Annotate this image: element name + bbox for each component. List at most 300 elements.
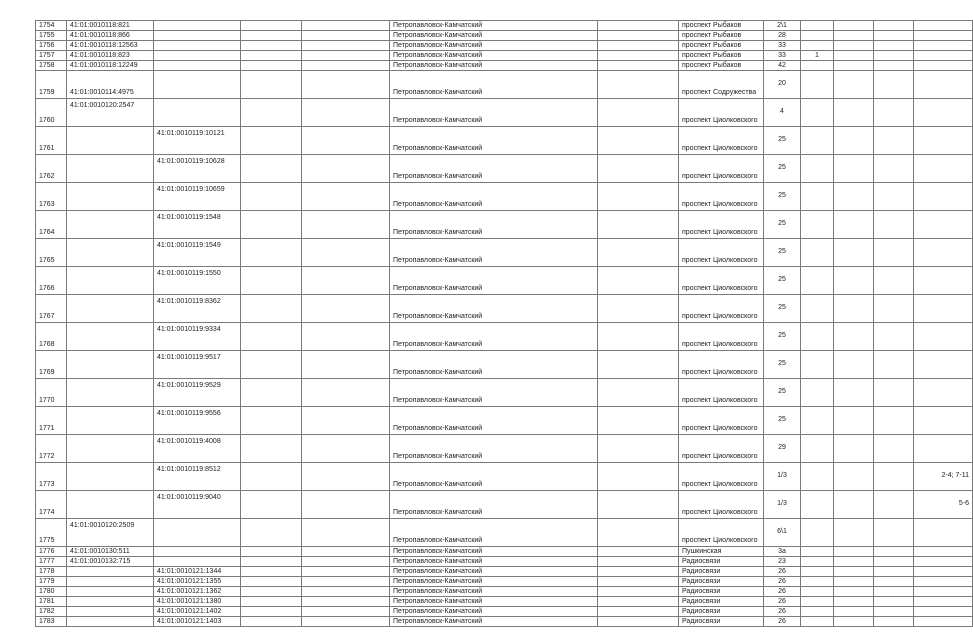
row-number: 1776 xyxy=(36,547,67,557)
empty-cell xyxy=(598,323,679,351)
empty-cell xyxy=(874,61,914,71)
empty-cell xyxy=(874,519,914,547)
cadastral-number xyxy=(67,491,154,519)
street: Радиосвязи xyxy=(679,617,764,627)
empty-cell xyxy=(302,239,390,267)
cadastral-number xyxy=(67,379,154,407)
empty-cell xyxy=(241,31,302,41)
cadastral-number xyxy=(67,155,154,183)
empty-cell xyxy=(834,379,874,407)
street: проспект Циолковского xyxy=(679,267,764,295)
table-row xyxy=(36,155,973,183)
cadastral-number: 41:01:0010120:2547 xyxy=(67,99,154,127)
city: Петропавловск-Камчатский xyxy=(390,31,598,41)
row-number: 1778 xyxy=(36,567,67,577)
empty-cell xyxy=(241,323,302,351)
house-number: 26 xyxy=(764,607,801,617)
premises-number xyxy=(914,519,973,547)
city: Петропавловск-Камчатский xyxy=(390,71,598,99)
empty-cell xyxy=(598,567,679,577)
row-number: 1781 xyxy=(36,597,67,607)
city: Петропавловск-Камчатский xyxy=(390,519,598,547)
empty-cell xyxy=(241,267,302,295)
sub-cadastral-number xyxy=(154,519,241,547)
street: проспект Циолковского xyxy=(679,99,764,127)
empty-cell xyxy=(598,435,679,463)
row-number: 1767 xyxy=(36,295,67,323)
empty-cell xyxy=(874,211,914,239)
cadastral-number xyxy=(67,323,154,351)
empty-cell xyxy=(302,323,390,351)
sub-cadastral-number: 41:01:0010121:1402 xyxy=(154,607,241,617)
row-number: 1763 xyxy=(36,183,67,211)
table-row xyxy=(36,351,973,379)
house-number: 25 xyxy=(764,267,801,295)
sub-cadastral-number xyxy=(154,31,241,41)
sub-cadastral-number: 41:01:0010121:1355 xyxy=(154,577,241,587)
cadastral-number: 41:01:0010118:821 xyxy=(67,21,154,31)
empty-cell xyxy=(302,435,390,463)
house-number: 2\1 xyxy=(764,21,801,31)
house-number: 29 xyxy=(764,435,801,463)
empty-cell xyxy=(598,31,679,41)
sub-cadastral-number: 41:01:0010119:4008 xyxy=(154,435,241,463)
empty-cell xyxy=(302,547,390,557)
empty-cell xyxy=(874,155,914,183)
street: Пушкинская xyxy=(679,547,764,557)
empty-cell xyxy=(302,617,390,627)
city: Петропавловск-Камчатский xyxy=(390,51,598,61)
empty-cell xyxy=(874,617,914,627)
empty-cell xyxy=(834,463,874,491)
empty-cell xyxy=(834,155,874,183)
house-number: 25 xyxy=(764,407,801,435)
premises-number xyxy=(914,21,973,31)
empty-cell xyxy=(598,607,679,617)
street: проспект Циолковского xyxy=(679,211,764,239)
row-number: 1775 xyxy=(36,519,67,547)
empty-cell xyxy=(302,567,390,577)
empty-cell xyxy=(598,597,679,607)
building-number xyxy=(801,407,834,435)
building-number xyxy=(801,519,834,547)
empty-cell xyxy=(241,99,302,127)
empty-cell xyxy=(302,519,390,547)
building-number xyxy=(801,379,834,407)
empty-cell xyxy=(834,211,874,239)
empty-cell xyxy=(241,491,302,519)
empty-cell xyxy=(241,557,302,567)
empty-cell xyxy=(241,155,302,183)
cadastral-number: 41:01:0010118:823 xyxy=(67,51,154,61)
empty-cell xyxy=(874,41,914,51)
row-number: 1762 xyxy=(36,155,67,183)
building-number xyxy=(801,463,834,491)
empty-cell xyxy=(598,463,679,491)
row-number: 1777 xyxy=(36,557,67,567)
city: Петропавловск-Камчатский xyxy=(390,211,598,239)
empty-cell xyxy=(834,61,874,71)
premises-number xyxy=(914,155,973,183)
empty-cell xyxy=(302,155,390,183)
premises-number xyxy=(914,61,973,71)
empty-cell xyxy=(834,435,874,463)
premises-number xyxy=(914,617,973,627)
house-number: 4 xyxy=(764,99,801,127)
empty-cell xyxy=(834,51,874,61)
cadastral-number xyxy=(67,407,154,435)
premises-number: 5-6 xyxy=(914,491,973,519)
row-number: 1770 xyxy=(36,379,67,407)
empty-cell xyxy=(302,379,390,407)
city: Петропавловск-Камчатский xyxy=(390,127,598,155)
house-number: 26 xyxy=(764,567,801,577)
empty-cell xyxy=(874,435,914,463)
sub-cadastral-number: 41:01:0010119:10628 xyxy=(154,155,241,183)
empty-cell xyxy=(302,21,390,31)
house-number: 26 xyxy=(764,597,801,607)
premises-number xyxy=(914,587,973,597)
premises-number xyxy=(914,577,973,587)
cadastral-number xyxy=(67,435,154,463)
table-row xyxy=(36,239,973,267)
table-row xyxy=(36,463,973,491)
house-number: 6\1 xyxy=(764,519,801,547)
row-number: 1779 xyxy=(36,577,67,587)
sub-cadastral-number xyxy=(154,71,241,99)
empty-cell xyxy=(241,407,302,435)
house-number: 25 xyxy=(764,323,801,351)
empty-cell xyxy=(598,577,679,587)
empty-cell xyxy=(598,547,679,557)
building-number xyxy=(801,61,834,71)
cadastral-number xyxy=(67,295,154,323)
street: проспект Циолковского xyxy=(679,435,764,463)
street: Радиосвязи xyxy=(679,577,764,587)
sub-cadastral-number: 41:01:0010119:9040 xyxy=(154,491,241,519)
empty-cell xyxy=(598,239,679,267)
street: проспект Циолковского xyxy=(679,155,764,183)
empty-cell xyxy=(874,567,914,577)
premises-number xyxy=(914,607,973,617)
empty-cell xyxy=(241,295,302,323)
table-row xyxy=(36,71,973,99)
city: Петропавловск-Камчатский xyxy=(390,239,598,267)
sub-cadastral-number: 41:01:0010119:10121 xyxy=(154,127,241,155)
empty-cell xyxy=(834,351,874,379)
city: Петропавловск-Камчатский xyxy=(390,267,598,295)
empty-cell xyxy=(241,127,302,155)
cadastral-number xyxy=(67,607,154,617)
row-number: 1754 xyxy=(36,21,67,31)
building-number xyxy=(801,435,834,463)
empty-cell xyxy=(834,99,874,127)
sub-cadastral-number: 41:01:0010121:1380 xyxy=(154,597,241,607)
premises-number xyxy=(914,99,973,127)
house-number: 25 xyxy=(764,351,801,379)
street: Радиосвязи xyxy=(679,567,764,577)
street: Радиосвязи xyxy=(679,557,764,567)
empty-cell xyxy=(874,607,914,617)
street: проспект Циолковского xyxy=(679,351,764,379)
street: проспект Содружества xyxy=(679,71,764,99)
empty-cell xyxy=(598,557,679,567)
table-row xyxy=(36,41,973,51)
city: Петропавловск-Камчатский xyxy=(390,41,598,51)
sub-cadastral-number: 41:01:0010119:8512 xyxy=(154,463,241,491)
table-row xyxy=(36,183,973,211)
sub-cadastral-number xyxy=(154,51,241,61)
table-row xyxy=(36,587,973,597)
row-number: 1773 xyxy=(36,463,67,491)
cadastral-number xyxy=(67,567,154,577)
row-number: 1765 xyxy=(36,239,67,267)
premises-number xyxy=(914,323,973,351)
house-number: 33 xyxy=(764,51,801,61)
empty-cell xyxy=(874,21,914,31)
street: проспект Рыбаков xyxy=(679,41,764,51)
house-number: 42 xyxy=(764,61,801,71)
empty-cell xyxy=(241,567,302,577)
street: проспект Циолковского xyxy=(679,183,764,211)
registry-table xyxy=(35,20,973,627)
empty-cell xyxy=(598,267,679,295)
building-number xyxy=(801,607,834,617)
premises-number xyxy=(914,267,973,295)
empty-cell xyxy=(598,21,679,31)
street: проспект Циолковского xyxy=(679,519,764,547)
row-number: 1761 xyxy=(36,127,67,155)
city: Петропавловск-Камчатский xyxy=(390,577,598,587)
empty-cell xyxy=(834,587,874,597)
empty-cell xyxy=(302,51,390,61)
table-row xyxy=(36,379,973,407)
row-number: 1780 xyxy=(36,587,67,597)
registry-sheet xyxy=(35,20,969,625)
row-number: 1783 xyxy=(36,617,67,627)
cadastral-number: 41:01:0010120:2509 xyxy=(67,519,154,547)
empty-cell xyxy=(302,491,390,519)
building-number xyxy=(801,127,834,155)
row-number: 1759 xyxy=(36,71,67,99)
empty-cell xyxy=(874,239,914,267)
empty-cell xyxy=(241,617,302,627)
empty-cell xyxy=(241,519,302,547)
empty-cell xyxy=(874,51,914,61)
empty-cell xyxy=(834,617,874,627)
empty-cell xyxy=(834,127,874,155)
empty-cell xyxy=(241,239,302,267)
table-row xyxy=(36,491,973,519)
empty-cell xyxy=(241,379,302,407)
cadastral-number xyxy=(67,127,154,155)
cadastral-number xyxy=(67,463,154,491)
building-number xyxy=(801,567,834,577)
empty-cell xyxy=(598,351,679,379)
city: Петропавловск-Камчатский xyxy=(390,21,598,31)
empty-cell xyxy=(874,99,914,127)
empty-cell xyxy=(874,31,914,41)
city: Петропавловск-Камчатский xyxy=(390,463,598,491)
empty-cell xyxy=(302,211,390,239)
street: проспект Рыбаков xyxy=(679,21,764,31)
house-number: 3а xyxy=(764,547,801,557)
building-number xyxy=(801,351,834,379)
empty-cell xyxy=(302,607,390,617)
premises-number xyxy=(914,379,973,407)
cadastral-number xyxy=(67,211,154,239)
row-number: 1774 xyxy=(36,491,67,519)
house-number: 25 xyxy=(764,155,801,183)
house-number: 33 xyxy=(764,41,801,51)
building-number xyxy=(801,99,834,127)
empty-cell xyxy=(302,577,390,587)
cadastral-number xyxy=(67,597,154,607)
table-row xyxy=(36,21,973,31)
street: Радиосвязи xyxy=(679,597,764,607)
row-number: 1757 xyxy=(36,51,67,61)
empty-cell xyxy=(834,41,874,51)
house-number: 25 xyxy=(764,211,801,239)
empty-cell xyxy=(302,31,390,41)
building-number xyxy=(801,31,834,41)
empty-cell xyxy=(302,127,390,155)
cadastral-number: 41:01:0010132:715 xyxy=(67,557,154,567)
building-number xyxy=(801,587,834,597)
empty-cell xyxy=(241,577,302,587)
empty-cell xyxy=(598,587,679,597)
table-row xyxy=(36,617,973,627)
empty-cell xyxy=(302,463,390,491)
street: проспект Циолковского xyxy=(679,491,764,519)
street: Радиосвязи xyxy=(679,587,764,597)
empty-cell xyxy=(598,407,679,435)
sub-cadastral-number: 41:01:0010119:9556 xyxy=(154,407,241,435)
empty-cell xyxy=(874,127,914,155)
table-row xyxy=(36,407,973,435)
street: проспект Циолковского xyxy=(679,239,764,267)
premises-number xyxy=(914,31,973,41)
street: проспект Рыбаков xyxy=(679,61,764,71)
premises-number xyxy=(914,557,973,567)
empty-cell xyxy=(874,597,914,607)
sub-cadastral-number: 41:01:0010121:1344 xyxy=(154,567,241,577)
city: Петропавловск-Камчатский xyxy=(390,183,598,211)
street: проспект Циолковского xyxy=(679,379,764,407)
empty-cell xyxy=(598,71,679,99)
premises-number xyxy=(914,597,973,607)
building-number xyxy=(801,577,834,587)
empty-cell xyxy=(241,547,302,557)
premises-number xyxy=(914,71,973,99)
table-row xyxy=(36,519,973,547)
empty-cell xyxy=(241,587,302,597)
table-row xyxy=(36,99,973,127)
empty-cell xyxy=(834,567,874,577)
empty-cell xyxy=(598,127,679,155)
empty-cell xyxy=(874,323,914,351)
city: Петропавловск-Камчатский xyxy=(390,99,598,127)
row-number: 1772 xyxy=(36,435,67,463)
sub-cadastral-number: 41:01:0010119:9517 xyxy=(154,351,241,379)
city: Петропавловск-Камчатский xyxy=(390,547,598,557)
building-number xyxy=(801,597,834,607)
sub-cadastral-number: 41:01:0010119:1548 xyxy=(154,211,241,239)
empty-cell xyxy=(302,407,390,435)
cadastral-number: 41:01:0010118:12563 xyxy=(67,41,154,51)
premises-number xyxy=(914,51,973,61)
premises-number xyxy=(914,351,973,379)
empty-cell xyxy=(598,183,679,211)
city: Петропавловск-Камчатский xyxy=(390,567,598,577)
empty-cell xyxy=(241,351,302,379)
empty-cell xyxy=(874,407,914,435)
street: проспект Циолковского xyxy=(679,407,764,435)
empty-cell xyxy=(302,61,390,71)
empty-cell xyxy=(302,295,390,323)
row-number: 1758 xyxy=(36,61,67,71)
empty-cell xyxy=(241,463,302,491)
empty-cell xyxy=(241,183,302,211)
premises-number xyxy=(914,211,973,239)
empty-cell xyxy=(302,71,390,99)
empty-cell xyxy=(874,183,914,211)
empty-cell xyxy=(874,587,914,597)
sub-cadastral-number xyxy=(154,557,241,567)
cadastral-number: 41:01:0010114:4975 xyxy=(67,71,154,99)
empty-cell xyxy=(834,547,874,557)
empty-cell xyxy=(874,71,914,99)
table-row xyxy=(36,267,973,295)
table-row xyxy=(36,435,973,463)
building-number xyxy=(801,617,834,627)
premises-number xyxy=(914,183,973,211)
empty-cell xyxy=(241,597,302,607)
table-row xyxy=(36,323,973,351)
row-number: 1755 xyxy=(36,31,67,41)
city: Петропавловск-Камчатский xyxy=(390,295,598,323)
cadastral-number xyxy=(67,267,154,295)
sub-cadastral-number: 41:01:0010119:9529 xyxy=(154,379,241,407)
street: Радиосвязи xyxy=(679,607,764,617)
sub-cadastral-number: 41:01:0010119:1549 xyxy=(154,239,241,267)
table-row xyxy=(36,567,973,577)
empty-cell xyxy=(834,295,874,323)
cadastral-number: 41:01:0010118:12249 xyxy=(67,61,154,71)
sub-cadastral-number: 41:01:0010119:8362 xyxy=(154,295,241,323)
city: Петропавловск-Камчатский xyxy=(390,379,598,407)
empty-cell xyxy=(834,183,874,211)
sub-cadastral-number: 41:01:0010119:1550 xyxy=(154,267,241,295)
empty-cell xyxy=(598,51,679,61)
sub-cadastral-number: 41:01:0010119:10659 xyxy=(154,183,241,211)
house-number: 25 xyxy=(764,239,801,267)
street: проспект Циолковского xyxy=(679,127,764,155)
building-number xyxy=(801,491,834,519)
table-row xyxy=(36,597,973,607)
empty-cell xyxy=(241,61,302,71)
city: Петропавловск-Камчатский xyxy=(390,323,598,351)
row-number: 1769 xyxy=(36,351,67,379)
sub-cadastral-number: 41:01:0010121:1362 xyxy=(154,587,241,597)
building-number xyxy=(801,323,834,351)
empty-cell xyxy=(834,267,874,295)
empty-cell xyxy=(834,71,874,99)
cadastral-number xyxy=(67,587,154,597)
building-number xyxy=(801,239,834,267)
city: Петропавловск-Камчатский xyxy=(390,587,598,597)
city: Петропавловск-Камчатский xyxy=(390,491,598,519)
